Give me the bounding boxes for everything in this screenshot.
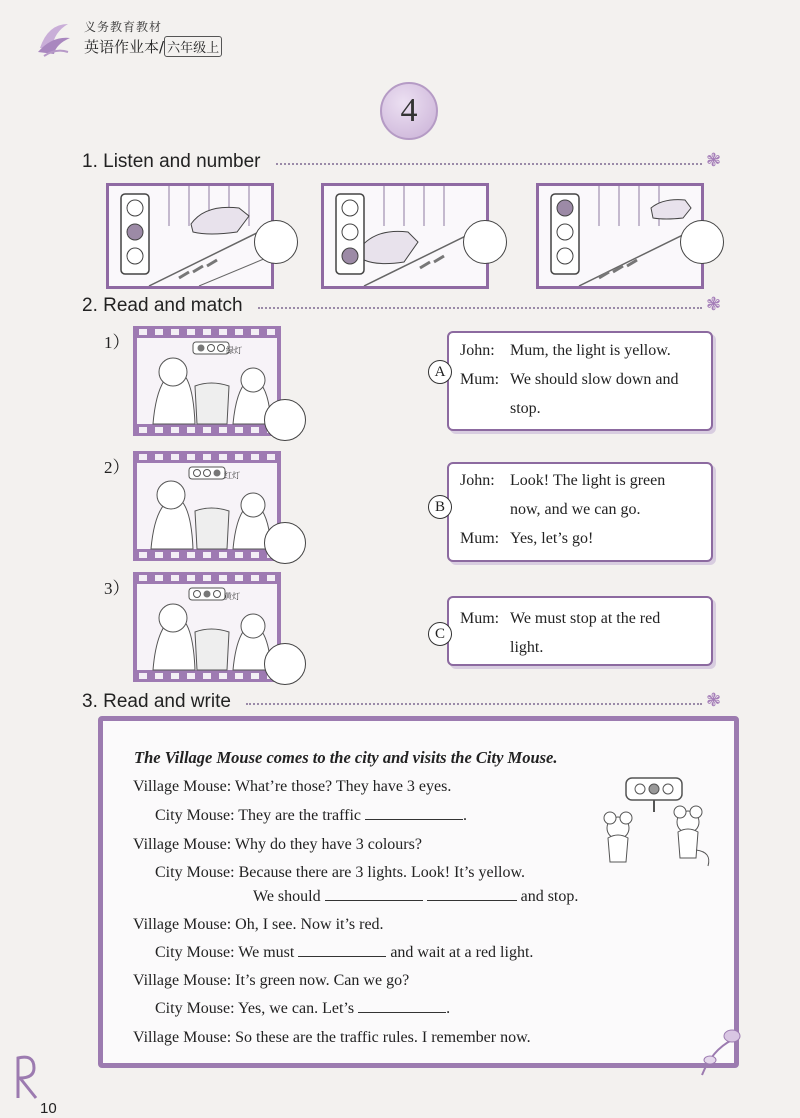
dialogue-line: Look! The light is green [510, 472, 666, 489]
dialogue-letter-c[interactable]: C [428, 622, 452, 646]
line-text: Yes, we can. Let’s [237, 1000, 355, 1017]
section-3-title: 3. Read and write [82, 691, 231, 712]
dialogue-line: now, and we can go. [510, 501, 641, 518]
flower-icon: ❃ [706, 150, 722, 170]
dialogue-line: Mum: [460, 610, 500, 627]
grade-label: 六年级上 [164, 36, 222, 57]
story-line-3 [133, 830, 422, 859]
match-circle-3[interactable] [264, 643, 306, 685]
speaker: Village Mouse: [133, 836, 232, 853]
answer-blank-5[interactable] [358, 998, 446, 1013]
answer-blank-4[interactable] [298, 942, 386, 957]
lesson-badge: 4 [380, 82, 438, 140]
dialogue-line: Mum: [460, 530, 500, 547]
line-text-after: . [463, 807, 468, 824]
number-circle-1[interactable] [254, 220, 298, 264]
flower-icon: ❃ [706, 294, 722, 314]
story-line-6 [133, 910, 384, 939]
mouse-illustration [590, 772, 715, 872]
line-text-after: . [446, 1000, 451, 1017]
book-name: 英语作业本 [84, 38, 160, 56]
film-frame-1 [133, 326, 281, 436]
section-1-title: 1. Listen and number [82, 151, 261, 172]
line-text: So these are the traffic rules. I remember now. [235, 1029, 531, 1046]
story-line-9 [155, 994, 450, 1023]
dialogue-line: Yes, let’s go! [510, 530, 594, 547]
page-number: 10 [40, 1100, 57, 1117]
match-circle-2[interactable] [264, 522, 306, 564]
film-frame-3 [133, 572, 281, 682]
answer-blank-1[interactable] [365, 805, 463, 820]
line-text-after: and stop. [520, 888, 579, 905]
dialogue-line: stop. [510, 400, 541, 417]
speaker: City Mouse: [155, 944, 235, 961]
match-circle-1[interactable] [264, 399, 306, 441]
speaker: City Mouse: [155, 1000, 235, 1017]
sign-label-3: 黄灯 [224, 592, 240, 601]
book-title [84, 36, 222, 57]
dialogue-line: We should slow down and [510, 371, 679, 388]
line-text: We must [238, 944, 295, 961]
story-line-10 [133, 1023, 531, 1052]
speaker: Village Mouse: [133, 972, 232, 989]
dialogue-b-speakers [460, 466, 499, 553]
story-line-8 [133, 966, 409, 995]
speaker: City Mouse: [155, 807, 235, 824]
section-divider [276, 163, 702, 165]
story-line-7 [155, 938, 533, 967]
traffic-picture-1 [106, 183, 274, 289]
dialogue-line: We must stop at the red [510, 610, 661, 627]
title-slash: / [159, 38, 165, 56]
section-divider [258, 307, 702, 309]
answer-blank-2[interactable] [325, 886, 423, 901]
item-number-1: 1） [104, 333, 130, 352]
line-text: What’re those? They have 3 eyes. [234, 778, 452, 795]
sign-label-1: 绿灯 [226, 346, 242, 355]
dialogue-b-text [510, 466, 665, 553]
publisher-logo [34, 18, 74, 62]
dialogue-a-text [510, 336, 678, 423]
line-text: Because there are 3 lights. Look! It’s yellow. [238, 864, 525, 881]
answer-blank-3[interactable] [427, 886, 517, 901]
line-text: Why do they have 3 colours? [234, 836, 422, 853]
dialogue-line: Mum, the light is yellow. [510, 342, 671, 359]
item-number-2: 2） [104, 458, 130, 477]
dialogue-letter-a[interactable]: A [428, 360, 452, 384]
film-frame-2 [133, 451, 281, 561]
speaker: Village Mouse: [133, 778, 232, 795]
story-line-1 [133, 772, 451, 801]
speaker: City Mouse: [155, 864, 235, 881]
story-heading: The Village Mouse comes to the city and visits the City Mouse. [134, 748, 558, 767]
dialogue-line: Mum: [460, 371, 500, 388]
flower-icon: ❃ [706, 690, 722, 710]
line-text: It’s green now. Can we go? [235, 972, 410, 989]
corner-flower-icon [692, 1020, 742, 1080]
item-number-3: 3） [104, 579, 130, 598]
sign-label-2: 红灯 [224, 471, 240, 480]
line-text: We should [253, 888, 321, 905]
line-text: Oh, I see. Now it’s red. [235, 916, 384, 933]
section-2-title: 2. Read and match [82, 295, 243, 316]
series-name: 义务教育教材 [84, 20, 163, 34]
dialogue-line: light. [510, 639, 544, 656]
line-text-after: and wait at a red light. [390, 944, 534, 961]
line-text: They are the traffic [238, 807, 362, 824]
dialogue-line: John: [460, 472, 495, 489]
dialogue-c-speakers [460, 604, 499, 633]
story-line-5 [253, 882, 578, 911]
speaker: Village Mouse: [133, 1029, 232, 1046]
number-circle-2[interactable] [463, 220, 507, 264]
speaker: Village Mouse: [133, 916, 232, 933]
section-divider [246, 703, 702, 705]
dialogue-c-text [510, 604, 660, 662]
traffic-picture-3 [536, 183, 704, 289]
dialogue-line [460, 495, 499, 524]
corner-swirl-icon [8, 1050, 48, 1100]
number-circle-3[interactable] [680, 220, 724, 264]
story-line-2 [155, 801, 467, 830]
dialogue-a-speakers [460, 336, 499, 394]
dialogue-line: John: [460, 342, 495, 359]
dialogue-letter-b[interactable]: B [428, 495, 452, 519]
